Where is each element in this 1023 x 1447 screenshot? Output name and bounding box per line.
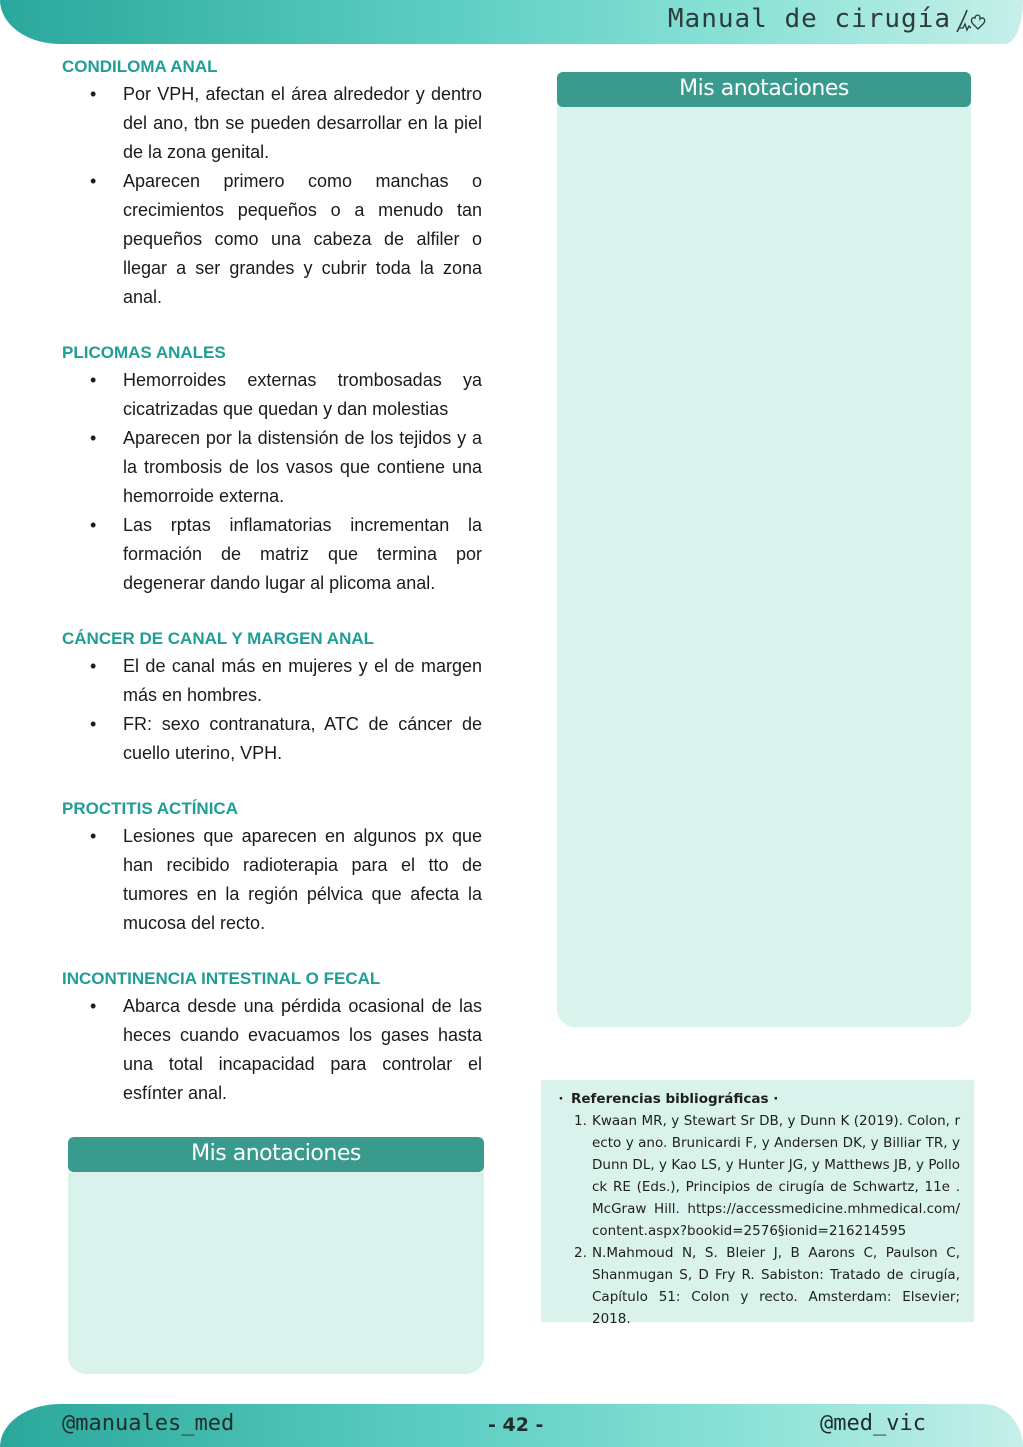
notes-header-left: Mis anotaciones — [68, 1137, 484, 1172]
section-proctitis — [62, 796, 482, 938]
reference-item — [576, 1242, 960, 1330]
content-column — [62, 54, 482, 1136]
notes-panel-right[interactable] — [557, 90, 971, 1027]
section-incontinencia — [62, 966, 482, 1108]
bullet-dot: · — [558, 1091, 564, 1107]
bullet-list — [62, 992, 482, 1108]
bullet-list — [62, 652, 482, 768]
section-title: CÁNCER DE CANAL Y MARGEN ANAL — [62, 629, 375, 648]
bullet-list — [62, 80, 482, 312]
references-list — [551, 1110, 960, 1330]
list-item: • Lesiones que aparecen en algunos px que han recibido radioterapia para el tto de tumores en la región pélvica que afecta la mucosa del recto. — [62, 822, 482, 938]
list-item: • Aparecen por la distensión de los tejidos y a la trombosis de los vasos que contiene una hemorroide externa. — [62, 424, 482, 511]
section-title: PROCTITIS ACTÍNICA — [62, 799, 238, 818]
bullet-dot: · — [773, 1091, 779, 1107]
footer-handle-right: @med_vic — [820, 1411, 926, 1436]
references-box — [541, 1080, 974, 1327]
section-title: INCONTINENCIA INTESTINAL O FECAL — [62, 969, 381, 988]
list-item: • El de canal más en mujeres y el de margen más en hombres. — [62, 652, 482, 710]
list-item: • Por VPH, afectan el área alrededor y dentro del ano, tbn se pueden desarrollar en la piel de la zona genital. — [62, 80, 482, 167]
reference-text: N.Mahmoud N, S. Bleier J, B Aarons C, Paulson C, Shanmugan S, D Fry R. Sabiston: Tratado de cirugía, Capítulo 51: Colon y recto. Amsterdam: Elsevier; 2018. — [592, 1245, 960, 1327]
header-title: Manual de cirugía — [667, 4, 951, 34]
bullet-list — [62, 822, 482, 938]
stethoscope-heart-icon — [953, 6, 987, 36]
list-item: • FR: sexo contranatura, ATC de cáncer de cuello uterino, VPH. — [62, 710, 482, 768]
list-item: • Hemorroides externas trombosadas ya cicatrizadas que quedan y dan molestias — [62, 366, 482, 424]
reference-number: 1. — [574, 1113, 587, 1129]
list-item: • Aparecen primero como manchas o crecimientos pequeños o a menudo tan pequeños como una cabeza de alfiler o llegar a ser grandes y cubrir toda la zona anal. — [62, 167, 482, 312]
section-plicomas — [62, 340, 482, 598]
section-title: CONDILOMA ANAL — [62, 57, 218, 76]
bullet-list — [62, 366, 482, 598]
footer-handle-left: @manuales_med — [62, 1411, 235, 1436]
reference-item — [576, 1110, 960, 1242]
references-title — [551, 1088, 960, 1110]
references-title-text: Referencias bibliográficas — [571, 1091, 769, 1107]
section-condiloma — [62, 54, 482, 312]
page-number: - 42 - — [488, 1414, 544, 1436]
list-item: • Abarca desde una pérdida ocasional de las heces cuando evacuamos los gases hasta una total incapacidad para controlar el esfínter anal. — [62, 992, 482, 1108]
reference-number: 2. — [574, 1245, 587, 1261]
section-cancer — [62, 626, 482, 768]
section-title: PLICOMAS ANALES — [62, 343, 226, 362]
list-item: • Las rptas inflamatorias incrementan la formación de matriz que termina por degenerar dando lugar al plicoma anal. — [62, 511, 482, 598]
notes-header-right: Mis anotaciones — [557, 72, 971, 107]
reference-text: Kwaan MR, y Stewart Sr DB, y Dunn K (2019). Colon, recto y ano. Brunicardi F, y Andersen DK, y Billiar TR, y Dunn DL, y Kao LS, y Hunter JG, y Matthews JB, y Pollock RE (Eds.), Principios de cirugía de Schwartz, 11e . McGraw Hill. https://accessmedicine.mhmedical.com/content.aspx?bookid=2576§ionid=216214595 — [592, 1113, 960, 1239]
notes-panel-left[interactable] — [68, 1155, 484, 1374]
